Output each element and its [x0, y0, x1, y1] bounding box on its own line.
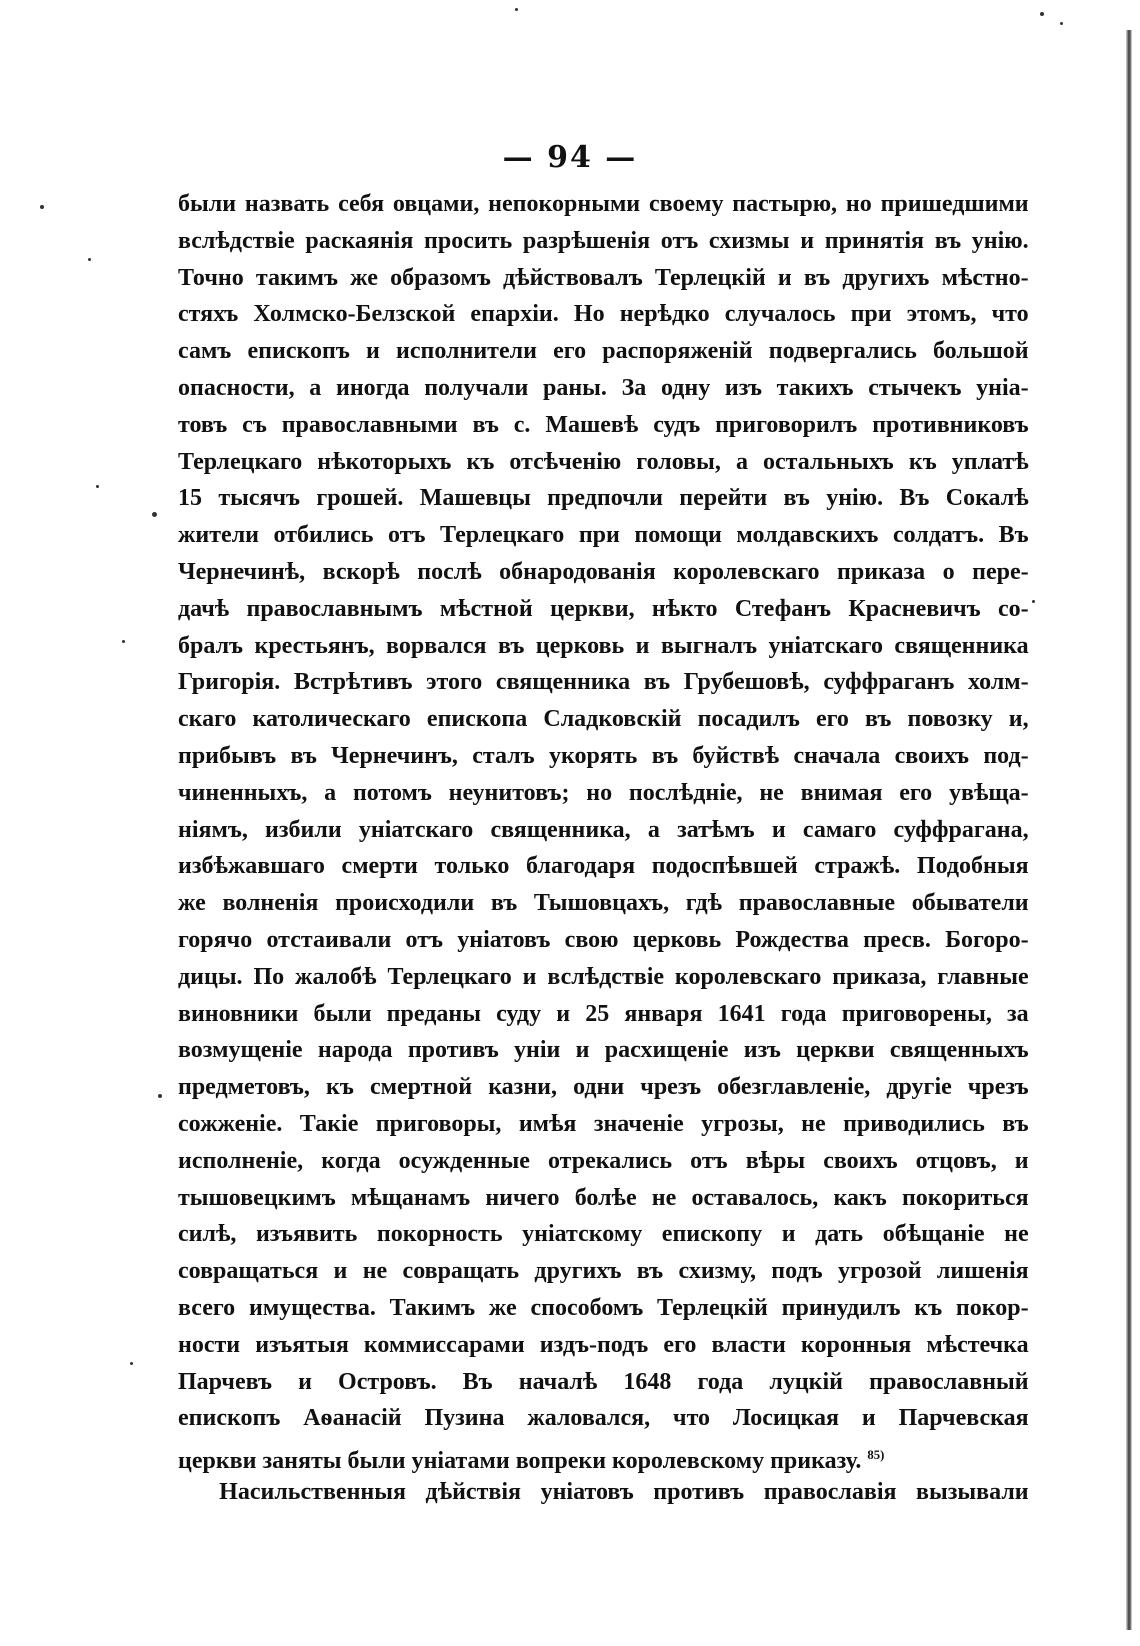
print-speck	[1040, 12, 1044, 16]
page-edge-shadow	[1126, 30, 1132, 1630]
text-line: чиненныхъ, а потомъ неунитовъ; но послѣдніе, не внимая его увѣща-	[178, 778, 1029, 806]
text-line: избѣжавшаго смерти только благодаря подоспѣвшей стражѣ. Подобныя	[178, 852, 1029, 880]
print-speck	[88, 258, 91, 261]
text-line: были назвать себя овцами, непокорными своему пастырю, но пришедшими	[178, 190, 1029, 217]
text-line: опасности, а иногда получали раны. За одну изъ такихъ стычекъ уніа-	[178, 373, 1029, 401]
text-line: епископъ Аѳанасій Пузина жаловался, что Лосицкая и Парчевская	[178, 1404, 1029, 1432]
print-speck	[122, 640, 125, 643]
text-line: предметовъ, къ смертной казни, одни чрезъ обезглавленіе, другіе чрезъ	[178, 1073, 1029, 1101]
text-line: 15 тысячъ грошей. Машевцы предпочли перейти въ унію. Въ Сокалѣ	[178, 484, 1029, 512]
text-line: стяхъ Холмско-Белзской епархіи. Но нерѣдко случалось при этомъ, что	[178, 300, 1029, 328]
text-line: виновники были преданы суду и 25 января 1641 года приговорены, за	[178, 999, 1029, 1027]
text-line: прибывъ въ Чернечинъ, сталъ укорять въ буйствѣ сначала своихъ под-	[178, 741, 1029, 769]
text-line: же волненія происходили въ Тышовцахъ, гдѣ православные обыватели	[178, 889, 1029, 917]
text-line: совращаться и не совращать другихъ въ схизму, подъ угрозой лишенія	[178, 1257, 1029, 1285]
text-line: дицы. По жалобѣ Терлецкаго и вслѣдствіе королевскаго приказа, главные	[178, 962, 1029, 990]
text-line: Терлецкаго нѣкоторыхъ къ отсѣченію головы, а остальныхъ къ уплатѣ	[178, 447, 1029, 475]
text-line-with-footnote	[178, 1437, 1029, 1474]
text-line: Григорія. Встрѣтивъ этого священника въ Грубешовѣ, суффраганъ холм-	[178, 668, 1029, 696]
text-line: Чернечинѣ, вскорѣ послѣ обнародованія королевскаго приказа о пере-	[178, 557, 1029, 585]
text-line: скаго католическаго епископа Сладковскій посадилъ его въ повозку и,	[178, 705, 1029, 733]
text-line: горячо отстаивали отъ уніатовъ свою церковь Рождества пресв. Богоро-	[178, 925, 1029, 953]
print-speck	[515, 8, 518, 11]
text-line: всего имущества. Такимъ же способомъ Терлецкій принудилъ къ покор-	[178, 1293, 1029, 1321]
text-line: сожженіе. Такіе приговоры, имѣя значеніе угрозы, не приводились въ	[178, 1109, 1029, 1137]
print-speck	[1060, 22, 1063, 25]
text-line: исполненіе, когда осужденные отрекались отъ вѣры своихъ отцовъ, и	[178, 1146, 1029, 1174]
footnote-marker: 85)	[867, 1447, 885, 1463]
text-line: возмущеніе народа противъ уніи и расхищеніе изъ церкви священныхъ	[178, 1036, 1029, 1064]
text-line: Парчевъ и Островъ. Въ началѣ 1648 года луцкій православный	[178, 1367, 1029, 1395]
text-line: жители отбились отъ Терлецкаго при помощи молдавскихъ солдатъ. Въ	[178, 521, 1029, 549]
paragraph-start-line: Насильственныя дѣйствія уніатовъ противъ православія вызывали	[219, 1477, 1029, 1505]
text-line: товъ съ православными въ с. Машевѣ судъ приговорилъ противниковъ	[178, 410, 1029, 438]
print-speck	[152, 512, 157, 517]
text-line: бралъ крестьянъ, ворвался въ церковь и выгналъ уніатскаго священника	[178, 631, 1029, 659]
text-line: силѣ, изъявить покорность уніатскому епископу и дать обѣщаніе не	[178, 1220, 1029, 1248]
print-speck	[158, 1094, 162, 1098]
body-text	[178, 186, 1046, 1511]
text-line: ніямъ, избили уніатскаго священника, а затѣмъ и самаго суффрагана,	[178, 815, 1029, 843]
page-number: — 94 —	[502, 140, 638, 175]
text-line: самъ епископъ и исполнители его распоряженій подвергались большой	[178, 337, 1029, 365]
text-line-content: церкви заняты были уніатами вопреки королевскому приказу.	[178, 1447, 862, 1475]
print-speck	[130, 1362, 133, 1365]
text-line: Точно такимъ же образомъ дѣйствовалъ Терлецкій и въ другихъ мѣстно-	[178, 263, 1029, 291]
text-line: тышовецкимъ мѣщанамъ ничего болѣе не оставалось, какъ покориться	[178, 1183, 1029, 1211]
text-line: ности изъятыя коммиссарами издъ-подъ его власти коронныя мѣстечка	[178, 1330, 1029, 1358]
text-line: дачѣ православнымъ мѣстной церкви, нѣкто Стефанъ Красневичъ со-	[178, 594, 1029, 622]
text-line: вслѣдствіе раскаянія просить разрѣшенія отъ схизмы и принятія въ унію.	[178, 226, 1029, 254]
print-speck	[40, 205, 44, 209]
print-speck	[96, 485, 99, 488]
